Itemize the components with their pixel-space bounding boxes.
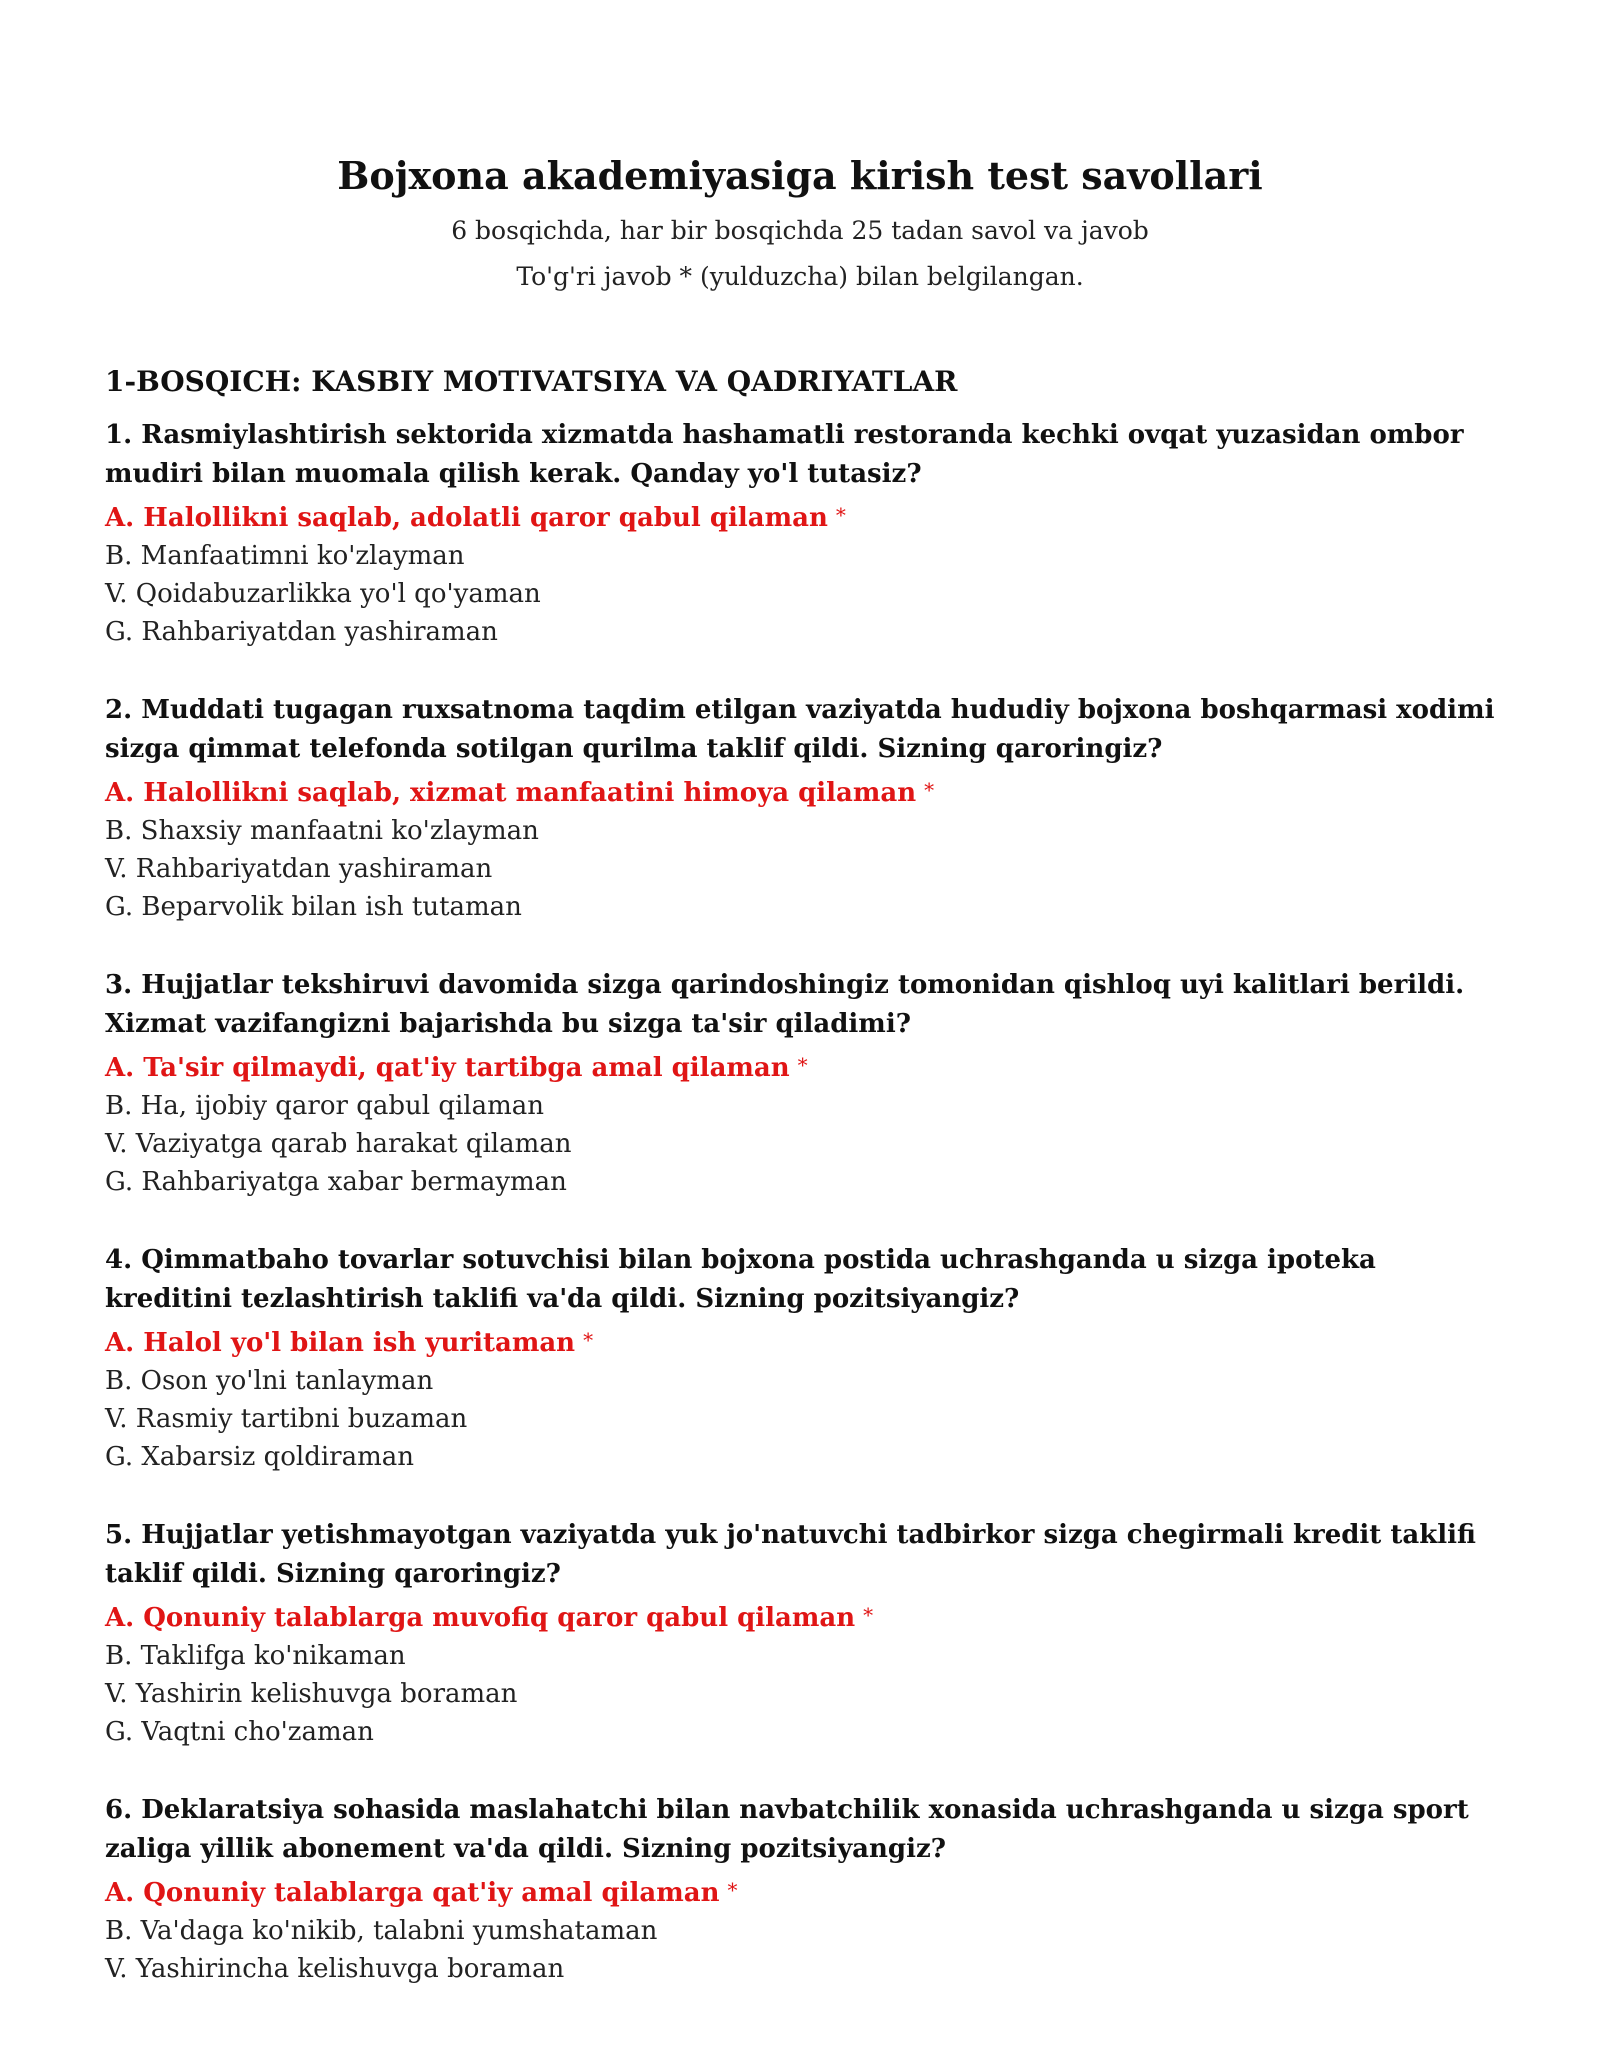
option-v: V. Yashirin kelishuvga boraman	[105, 1679, 518, 1709]
option-g: G. Vaqtni cho'zaman	[105, 1717, 374, 1747]
question-6	[105, 1791, 1500, 1988]
option-b: B. Ha, ijobiy qaror qabul qilaman	[105, 1091, 544, 1121]
correct-star-marker: *	[835, 503, 846, 527]
option-a-text: A. Halol yo'l bilan ish yuritaman	[105, 1328, 576, 1358]
option-a-text: A. Qonuniy talablarga qat'iy amal qilaman	[105, 1878, 720, 1908]
correct-star-marker: *	[583, 1328, 594, 1352]
question-3	[105, 966, 1500, 1201]
question-text: 4. Qimmatbaho tovarlar sotuvchisi bilan bojxona postida uchrashganda u sizga ipoteka kreditini tezlashtirish taklifi va'da qildi. Sizning pozitsiyangiz?	[105, 1245, 1376, 1314]
question-4	[105, 1241, 1500, 1476]
question-text: 3. Hujjatlar tekshiruvi davomida sizga qarindoshingiz tomonidan qishloq uyi kalitlari berildi. Xizmat vazifangizni bajarishda bu sizga ta'sir qiladimi?	[105, 970, 1465, 1039]
option-g: G. Rahbariyatga xabar bermayman	[105, 1167, 567, 1197]
option-g: G. Xabarsiz qoldiraman	[105, 1442, 414, 1472]
question-text: 6. Deklaratsiya sohasida maslahatchi bilan navbatchilik xonasida uchrashganda u sizga sport zaliga yillik abonement va'da qildi. Sizning pozitsiyangiz?	[105, 1795, 1469, 1864]
option-g: G. Rahbariyatdan yashiraman	[105, 617, 498, 647]
option-v: V. Qoidabuzarlikka yo'l qo'yaman	[105, 579, 541, 609]
option-b: B. Oson yo'lni tanlayman	[105, 1366, 434, 1396]
option-a-text: A. Ta'sir qilmaydi, qat'iy tartibga amal qilaman	[105, 1053, 790, 1083]
question-2	[105, 691, 1500, 926]
question-text: 2. Muddati tugagan ruxsatnoma taqdim etilgan vaziyatda hududiy bojxona boshqarmasi xodimi sizga qimmat telefonda sotilgan qurilma taklif qildi. Sizning qaroringiz?	[105, 695, 1495, 764]
option-b: B. Shaxsiy manfaatni ko'zlayman	[105, 816, 539, 846]
option-g: G. Beparvolik bilan ish tutaman	[105, 892, 522, 922]
option-a-text: A. Halollikni saqlab, adolatli qaror qabul qilaman	[105, 503, 828, 533]
option-v: V. Rasmiy tartibni buzaman	[105, 1404, 468, 1434]
question-1	[105, 416, 1500, 651]
document-title: Bojxona akademiyasiga kirish test savollari	[337, 153, 1263, 198]
option-a-text: A. Halollikni saqlab, xizmat manfaatini himoya qilaman	[105, 778, 917, 808]
option-a-correct	[105, 1321, 1500, 1362]
question-text: 1. Rasmiylashtirish sektorida xizmatda hashamatli restoranda kechki ovqat yuzasidan ombor mudiri bilan muomala qilish kerak. Qanday yo'l tutasiz?	[105, 420, 1464, 489]
correct-star-marker: *	[924, 778, 935, 802]
option-b: B. Taklifga ko'nikaman	[105, 1641, 406, 1671]
option-a-text: A. Qonuniy talablarga muvofiq qaror qabul qilaman	[105, 1603, 856, 1633]
correct-star-marker: *	[863, 1603, 874, 1627]
option-v: V. Rahbariyatdan yashiraman	[105, 854, 493, 884]
option-a-correct	[105, 1596, 1500, 1637]
option-b: B. Va'daga ko'nikib, talabni yumshataman	[105, 1916, 658, 1946]
option-a-correct	[105, 1046, 1500, 1087]
document-subtitle: 6 bosqichda, har bir bosqichda 25 tadan savol va javob	[451, 216, 1149, 245]
option-v: V. Vaziyatga qarab harakat qilaman	[105, 1129, 572, 1159]
option-b: B. Manfaatimni ko'zlayman	[105, 541, 465, 571]
option-a-correct	[105, 771, 1500, 812]
test-content	[105, 362, 1500, 2028]
correct-star-marker: *	[727, 1878, 738, 1902]
option-v: V. Yashirincha kelishuvga boraman	[105, 1954, 565, 1984]
answer-key-note: To'g'ri javob * (yulduzcha) bilan belgilangan.	[516, 262, 1084, 291]
document-header	[0, 150, 1600, 294]
question-text: 5. Hujjatlar yetishmayotgan vaziyatda yuk jo'natuvchi tadbirkor sizga chegirmali kredit taklifi taklif qildi. Sizning qaroringiz?	[105, 1520, 1476, 1589]
question-5	[105, 1516, 1500, 1751]
section-title: 1-BOSQICH: KASBIY MOTIVATSIYA VA QADRIYATLAR	[105, 365, 958, 398]
option-a-correct	[105, 496, 1500, 537]
correct-star-marker: *	[797, 1053, 808, 1077]
option-a-correct	[105, 1871, 1500, 1912]
